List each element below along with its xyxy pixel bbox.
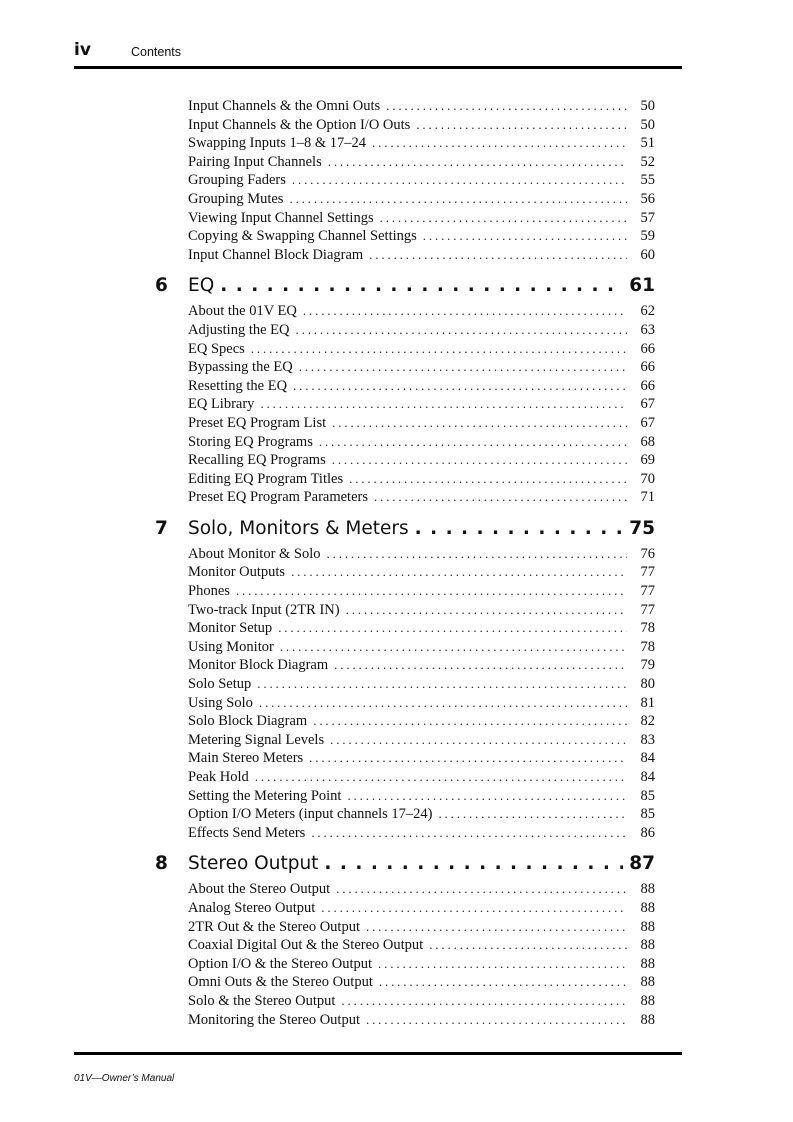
toc-entry-title: Solo Setup bbox=[188, 676, 252, 693]
toc-entry[interactable] bbox=[150, 918, 655, 937]
chapter-title: EQ bbox=[188, 275, 215, 297]
leader-dots bbox=[257, 675, 627, 694]
toc-entry-title: Input Channels & the Omni Outs bbox=[188, 98, 381, 114]
toc-entry-title: Preset EQ Program List bbox=[188, 414, 327, 431]
toc-entry[interactable] bbox=[150, 134, 655, 153]
toc-entry-page: 77 bbox=[640, 564, 655, 581]
toc-entry-page: 71 bbox=[640, 489, 655, 506]
leader-dots bbox=[336, 880, 627, 899]
toc-entry[interactable] bbox=[150, 321, 655, 340]
toc-entry[interactable] bbox=[150, 824, 655, 843]
leader-dots bbox=[330, 731, 627, 750]
toc-entry-page: 88 bbox=[640, 974, 655, 991]
chapter-number: 6 bbox=[155, 275, 168, 297]
leader-dots bbox=[334, 656, 627, 675]
toc-entry-page: 57 bbox=[640, 209, 655, 226]
leader-dots bbox=[380, 209, 627, 228]
toc-entry-page: 83 bbox=[640, 731, 655, 748]
toc-entry-page: 78 bbox=[640, 638, 655, 655]
toc-entry-title: EQ Specs bbox=[188, 340, 245, 357]
leader-dots bbox=[255, 768, 627, 787]
toc-entry[interactable] bbox=[150, 955, 655, 974]
leader-dots bbox=[349, 470, 627, 489]
leader-dots bbox=[289, 190, 627, 209]
leader-dots bbox=[328, 153, 627, 172]
toc-entry[interactable] bbox=[150, 992, 655, 1011]
leader-dots bbox=[319, 433, 627, 452]
leader-dots bbox=[278, 619, 627, 638]
leader-dots bbox=[415, 517, 624, 541]
toc-entry[interactable] bbox=[150, 451, 655, 470]
leader-dots bbox=[309, 749, 627, 768]
leader-dots bbox=[386, 97, 627, 116]
leader-dots bbox=[259, 694, 627, 713]
toc-entry[interactable] bbox=[150, 209, 655, 228]
toc-entry[interactable] bbox=[150, 340, 655, 359]
toc-entry-title: Peak Hold bbox=[188, 769, 249, 785]
toc-entry[interactable] bbox=[150, 433, 655, 452]
toc-entry[interactable] bbox=[150, 377, 655, 396]
toc-entry-page: 88 bbox=[640, 881, 655, 898]
toc-entry[interactable] bbox=[150, 246, 655, 265]
leader-dots bbox=[429, 936, 627, 955]
leader-dots bbox=[347, 787, 627, 806]
leader-dots bbox=[324, 852, 623, 876]
toc-entry[interactable] bbox=[150, 973, 655, 992]
toc-entry[interactable] bbox=[150, 731, 655, 750]
toc-entry-page: 85 bbox=[640, 806, 655, 823]
leader-dots bbox=[374, 488, 627, 507]
toc-entry-title: 2TR Out & the Stereo Output bbox=[188, 918, 360, 935]
toc-entry-title: Monitor Setup bbox=[188, 620, 273, 637]
toc-entry[interactable] bbox=[150, 414, 655, 433]
toc-entry-title: Using Monitor bbox=[188, 638, 274, 655]
toc-entry-page: 77 bbox=[640, 601, 655, 618]
toc-entry-page: 50 bbox=[640, 116, 655, 133]
leader-dots bbox=[327, 545, 627, 564]
chapter-number: 7 bbox=[155, 517, 168, 539]
toc-entry-page: 78 bbox=[640, 620, 655, 637]
toc-entry-page: 82 bbox=[640, 713, 655, 730]
toc-entry-page: 68 bbox=[640, 433, 655, 450]
toc-entry[interactable] bbox=[150, 899, 655, 918]
toc-entry-page: 80 bbox=[640, 676, 655, 693]
toc-entry-title: Input Channel Block Diagram bbox=[188, 246, 364, 263]
chapter-title: Stereo Output bbox=[188, 853, 319, 875]
toc-entry-page: 76 bbox=[640, 545, 655, 562]
toc-entry-page: 88 bbox=[640, 937, 655, 954]
leader-dots bbox=[311, 824, 627, 843]
toc-entry-title: Pairing Input Channels bbox=[188, 153, 322, 170]
toc-entry[interactable] bbox=[150, 619, 655, 638]
toc-entry-title: Storing EQ Programs bbox=[188, 433, 313, 450]
toc-entry-page: 66 bbox=[640, 377, 655, 394]
toc-entry-title: Copying & Swapping Channel Settings bbox=[188, 228, 417, 245]
toc-entry-title: Metering Signal Levels bbox=[188, 731, 325, 748]
toc-entry-title: Two-track Input (2TR IN) bbox=[188, 601, 340, 618]
chapter-title: Solo, Monitors & Meters bbox=[188, 517, 409, 539]
toc-entry-title: Analog Stereo Output bbox=[188, 899, 316, 916]
toc-entry-title: Effects Send Meters bbox=[188, 824, 306, 841]
section-name: Contents bbox=[131, 45, 182, 59]
leader-dots bbox=[220, 274, 623, 298]
toc-entry-page: 55 bbox=[640, 172, 655, 189]
toc-entry-title: EQ Library bbox=[188, 396, 255, 413]
toc-entry-title: Monitor Outputs bbox=[188, 564, 286, 581]
toc-entry[interactable] bbox=[150, 768, 655, 787]
toc-entry-page: 59 bbox=[640, 228, 655, 245]
toc-entry-title: Main Stereo Meters bbox=[188, 750, 304, 767]
toc-entry[interactable] bbox=[150, 395, 655, 414]
toc-entry-title: Grouping Faders bbox=[188, 172, 286, 189]
toc-entry-title: Swapping Inputs 1–8 & 17–24 bbox=[188, 135, 367, 152]
toc-entry[interactable] bbox=[150, 171, 655, 190]
leader-dots bbox=[366, 1011, 627, 1030]
table-of-contents bbox=[150, 97, 655, 1029]
toc-entry-page: 81 bbox=[640, 694, 655, 711]
toc-entry-page: 85 bbox=[640, 787, 655, 804]
toc-entry-page: 88 bbox=[640, 918, 655, 935]
toc-entry[interactable] bbox=[150, 1011, 655, 1030]
toc-entry[interactable] bbox=[150, 601, 655, 620]
toc-entry-title: Input Channels & the Option I/O Outs bbox=[188, 116, 411, 133]
leader-dots bbox=[303, 302, 627, 321]
toc-entry[interactable] bbox=[150, 190, 655, 209]
toc-entry-page: 88 bbox=[640, 1011, 655, 1028]
toc-entry-title: Phones bbox=[188, 583, 230, 600]
chapter-page: 87 bbox=[629, 853, 655, 875]
toc-entry[interactable] bbox=[150, 153, 655, 172]
chapter-number: 8 bbox=[155, 853, 168, 875]
toc-entry-page: 84 bbox=[640, 750, 655, 767]
chapter-page: 61 bbox=[629, 275, 655, 297]
leader-dots bbox=[313, 712, 627, 731]
toc-entry-title: Using Solo bbox=[188, 694, 253, 711]
toc-entry-page: 67 bbox=[640, 396, 655, 413]
leader-dots bbox=[299, 358, 627, 377]
leader-dots bbox=[379, 973, 627, 992]
toc-entry[interactable] bbox=[150, 302, 655, 321]
leader-dots bbox=[378, 955, 627, 974]
toc-entry-title: Coaxial Digital Out & the Stereo Output bbox=[188, 937, 424, 954]
leader-dots bbox=[438, 805, 627, 824]
toc-entry-page: 88 bbox=[640, 955, 655, 972]
leader-dots bbox=[372, 134, 627, 153]
toc-entry-page: 51 bbox=[640, 135, 655, 152]
toc-entry-page: 84 bbox=[640, 769, 655, 785]
header-rule bbox=[74, 66, 682, 69]
toc-entry-title: Solo Block Diagram bbox=[188, 713, 308, 730]
toc-entry-page: 66 bbox=[640, 340, 655, 357]
toc-entry-title: Solo & the Stereo Output bbox=[188, 992, 336, 1009]
toc-entry-title: Setting the Metering Point bbox=[188, 787, 342, 804]
leader-dots bbox=[366, 918, 627, 937]
toc-entry[interactable] bbox=[150, 936, 655, 955]
chapter-heading[interactable] bbox=[150, 517, 655, 541]
toc-entry-page: 60 bbox=[640, 246, 655, 263]
toc-entry-page: 67 bbox=[640, 414, 655, 431]
leader-dots bbox=[332, 414, 627, 433]
toc-entry-title: Option I/O & the Stereo Output bbox=[188, 955, 373, 972]
toc-entry-title: Monitor Block Diagram bbox=[188, 657, 329, 674]
toc-entry[interactable] bbox=[150, 488, 655, 507]
leader-dots bbox=[293, 377, 627, 396]
leader-dots bbox=[280, 638, 627, 657]
leader-dots bbox=[321, 899, 627, 918]
toc-entry-title: Editing EQ Program Titles bbox=[188, 470, 344, 487]
toc-entry-page: 62 bbox=[640, 303, 655, 320]
toc-entry[interactable] bbox=[150, 805, 655, 824]
leader-dots bbox=[416, 116, 627, 135]
page-footer: 01V—Owner’s Manual bbox=[74, 1073, 175, 1084]
toc-entry[interactable] bbox=[150, 694, 655, 713]
toc-entry-page: 66 bbox=[640, 359, 655, 376]
toc-entry[interactable] bbox=[150, 97, 655, 116]
toc-entry-title: Grouping Mutes bbox=[188, 190, 284, 207]
toc-entry[interactable] bbox=[150, 749, 655, 768]
toc-entry-title: Recalling EQ Programs bbox=[188, 452, 326, 469]
chapter-page: 75 bbox=[629, 517, 655, 539]
toc-entry[interactable] bbox=[150, 563, 655, 582]
toc-entry-title: Adjusting the EQ bbox=[188, 321, 290, 338]
toc-entry[interactable] bbox=[150, 656, 655, 675]
toc-entry-page: 88 bbox=[640, 992, 655, 1009]
toc-entry-title: About Monitor & Solo bbox=[188, 545, 321, 562]
toc-entry-page: 50 bbox=[640, 98, 655, 114]
toc-entry[interactable] bbox=[150, 470, 655, 489]
toc-entry[interactable] bbox=[150, 227, 655, 246]
toc-entry-title: Preset EQ Program Parameters bbox=[188, 489, 368, 506]
leader-dots bbox=[236, 582, 627, 601]
leader-dots bbox=[346, 601, 627, 620]
leader-dots bbox=[292, 171, 627, 190]
toc-entry-page: 88 bbox=[640, 899, 655, 916]
toc-entry[interactable] bbox=[150, 880, 655, 899]
toc-entry[interactable] bbox=[150, 638, 655, 657]
leader-dots bbox=[296, 321, 628, 340]
toc-entry[interactable] bbox=[150, 675, 655, 694]
toc-entry-title: Viewing Input Channel Settings bbox=[188, 209, 374, 226]
toc-entry[interactable] bbox=[150, 787, 655, 806]
toc-entry[interactable] bbox=[150, 582, 655, 601]
toc-entry-title: Option I/O Meters (input channels 17–24) bbox=[188, 806, 433, 823]
toc-entry-title: About the Stereo Output bbox=[188, 881, 331, 898]
toc-entry-page: 77 bbox=[640, 583, 655, 600]
toc-entry[interactable] bbox=[150, 116, 655, 135]
leader-dots bbox=[260, 395, 627, 414]
page-header bbox=[74, 40, 682, 68]
toc-entry[interactable] bbox=[150, 545, 655, 564]
toc-entry[interactable] bbox=[150, 358, 655, 377]
footer-rule bbox=[74, 1052, 682, 1055]
page-number: iv bbox=[74, 40, 91, 60]
leader-dots bbox=[341, 992, 627, 1011]
toc-entry-page: 86 bbox=[640, 824, 655, 841]
leader-dots bbox=[332, 451, 627, 470]
toc-entry-page: 79 bbox=[640, 657, 655, 674]
toc-entry-page: 69 bbox=[640, 452, 655, 469]
toc-entry-page: 56 bbox=[640, 190, 655, 207]
toc-entry-title: Resetting the EQ bbox=[188, 377, 288, 394]
toc-entry-page: 52 bbox=[640, 153, 655, 170]
toc-entry-page: 63 bbox=[640, 321, 655, 338]
chapter-heading[interactable] bbox=[150, 274, 655, 298]
toc-entry-title: Omni Outs & the Stereo Output bbox=[188, 974, 373, 991]
leader-dots bbox=[423, 227, 627, 246]
leader-dots bbox=[251, 340, 627, 359]
leader-dots bbox=[291, 563, 627, 582]
chapter-heading[interactable] bbox=[150, 852, 655, 876]
toc-entry-title: Bypassing the EQ bbox=[188, 359, 293, 376]
toc-entry-title: Monitoring the Stereo Output bbox=[188, 1011, 360, 1028]
toc-entry-page: 70 bbox=[640, 470, 655, 487]
toc-entry-title: About the 01V EQ bbox=[188, 303, 297, 320]
toc-entry[interactable] bbox=[150, 712, 655, 731]
leader-dots bbox=[369, 246, 627, 265]
